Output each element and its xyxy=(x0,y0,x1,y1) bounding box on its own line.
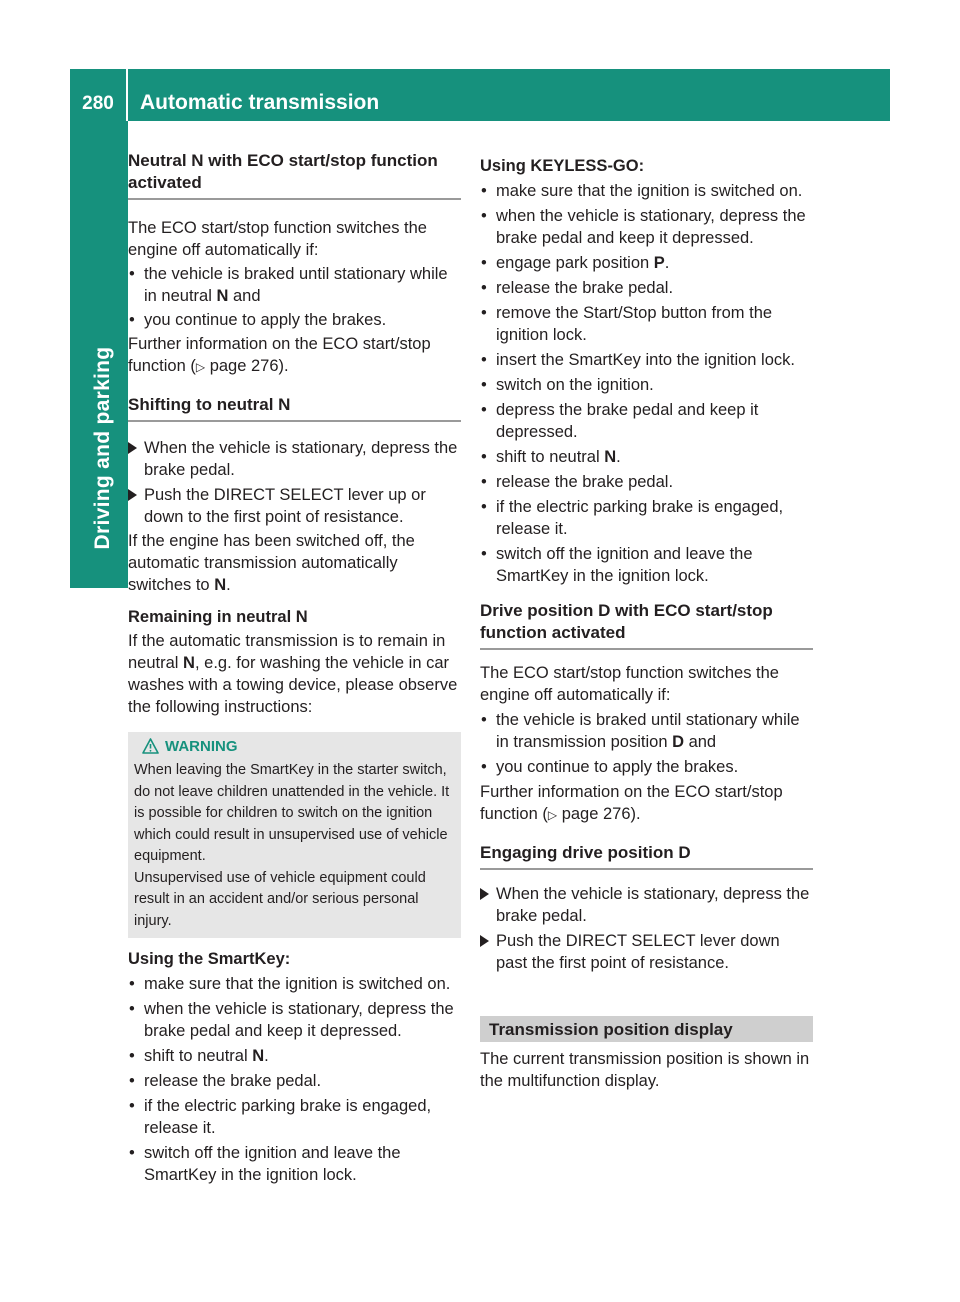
list-item-text: when the vehicle is stationary, depress the brake pedal and keep it depressed. xyxy=(144,1000,454,1040)
list-item-text: release the brake pedal. xyxy=(496,279,674,297)
bullet-icon: • xyxy=(481,351,487,369)
bullet-icon: • xyxy=(129,1144,135,1162)
position-letter: D xyxy=(672,733,684,751)
paragraph-text: If the automatic transmission is to remain in neutral xyxy=(128,632,446,672)
header-separator xyxy=(126,69,128,121)
list-item-text: switch on the ignition. xyxy=(496,376,654,394)
list-item-text: insert the SmartKey into the ignition lock. xyxy=(496,351,795,369)
paragraph-text: If the engine has been switched off, the automatic transmission automatically switches to xyxy=(128,532,415,594)
paragraph-text: Further information on the ECO start/stop function ( xyxy=(128,335,431,375)
page-reference-icon: ▷ xyxy=(547,808,558,822)
list-item xyxy=(128,1142,461,1186)
list-item-text: you continue to apply the brakes. xyxy=(496,758,739,776)
list-item xyxy=(128,1070,461,1092)
list-item xyxy=(480,709,813,753)
bullet-icon: • xyxy=(129,1097,135,1115)
list-item xyxy=(480,756,813,778)
step-arrow-icon xyxy=(480,935,489,947)
list-item xyxy=(128,1045,461,1067)
list-item xyxy=(480,446,813,468)
heading-engaging-drive: Engaging drive position D xyxy=(480,842,813,870)
instruction-step xyxy=(128,437,461,481)
list-item xyxy=(480,302,813,346)
heading-shifting-neutral: Shifting to neutral N xyxy=(128,394,461,422)
list-item xyxy=(480,180,813,202)
bullet-icon: • xyxy=(481,182,487,200)
instruction-step xyxy=(480,930,813,974)
bullet-icon: • xyxy=(129,1000,135,1018)
step-arrow-icon xyxy=(128,442,137,454)
heading-neutral-eco: Neutral N with ECO start/stop function activated xyxy=(128,150,461,200)
left-column xyxy=(128,150,461,1186)
paragraph-text: Further information on the ECO start/stop function ( xyxy=(480,783,783,823)
warning-text: When leaving the SmartKey in the starter switch, do not leave children unattended in the vehicle. It is possible for children to switch on the ignition which could result in unsupervised use of vehicle equipment. xyxy=(134,762,450,864)
bullet-icon: • xyxy=(481,448,487,466)
bullet-icon: • xyxy=(129,265,135,283)
list-item xyxy=(480,252,813,274)
bullet-icon: • xyxy=(129,1072,135,1090)
side-label xyxy=(83,310,123,586)
warning-title: WARNING xyxy=(165,738,238,755)
warning-box xyxy=(128,732,461,938)
list-item-text: switch off the ignition and leave the SmartKey in the ignition lock. xyxy=(144,1144,401,1184)
position-letter: N xyxy=(183,654,195,672)
warning-text: Unsupervised use of vehicle equipment could result in an accident and/or serious personal injury. xyxy=(134,869,426,929)
warning-header xyxy=(134,736,455,758)
page-number: 280 xyxy=(82,93,114,114)
position-letter: N xyxy=(214,576,227,594)
heading-remaining-neutral: Remaining in neutral N xyxy=(128,608,308,626)
paragraph-display: The current transmission position is shown in the multifunction display. xyxy=(480,1050,810,1090)
bullet-icon: • xyxy=(481,711,487,729)
instruction-step xyxy=(480,883,813,927)
bullet-icon: • xyxy=(129,311,135,329)
list-item xyxy=(128,1095,461,1139)
instruction-step xyxy=(128,484,461,528)
step-text: Push the DIRECT SELECT lever up or down to the first point of resistance. xyxy=(144,486,426,526)
list-item-text: and xyxy=(684,733,717,751)
list-item-text: the vehicle is braked until stationary while in neutral xyxy=(144,265,448,305)
list-item-text: engage park position xyxy=(496,254,654,272)
page-reference[interactable]: page 276). xyxy=(561,805,641,823)
warning-triangle-icon xyxy=(142,738,159,754)
list-item-text: shift to neutral xyxy=(496,448,605,466)
list-item-text: switch off the ignition and leave the SmartKey in the ignition lock. xyxy=(496,545,753,585)
bullet-icon: • xyxy=(481,254,487,272)
list-item-text: . xyxy=(664,254,670,272)
position-letter: N xyxy=(604,448,617,466)
side-label-text: Driving and parking xyxy=(91,346,114,550)
list-item-text: make sure that the ignition is switched on. xyxy=(496,182,803,200)
chapter-title: Automatic transmission xyxy=(140,91,380,114)
bullet-icon: • xyxy=(481,545,487,563)
step-text: When the vehicle is stationary, depress the brake pedal. xyxy=(496,885,810,925)
paragraph-further-info xyxy=(128,333,461,378)
page-reference[interactable]: page 276). xyxy=(209,357,289,375)
step-arrow-icon xyxy=(480,888,489,900)
list-item xyxy=(480,471,813,493)
section-heading-transmission-display: Transmission position display xyxy=(480,1016,813,1042)
paragraph-remaining xyxy=(128,630,461,718)
bullet-icon: • xyxy=(481,279,487,297)
list-item-text: release the brake pedal. xyxy=(144,1072,322,1090)
paragraph-text: . xyxy=(226,576,231,594)
paragraph-eco-intro: The ECO start/stop function switches the engine off automatically if: xyxy=(128,219,427,259)
list-item-text: if the electric parking brake is engaged, release it. xyxy=(144,1097,432,1137)
list-item xyxy=(480,277,813,299)
list-item-text: release the brake pedal. xyxy=(496,473,674,491)
list-item-text: if the electric parking brake is engaged, release it. xyxy=(496,498,784,538)
step-text: When the vehicle is stationary, depress the brake pedal. xyxy=(144,439,458,479)
paragraph-engine-off xyxy=(128,530,461,596)
list-item xyxy=(128,263,461,307)
position-letter: N xyxy=(216,287,229,305)
list-item xyxy=(480,496,813,540)
list-item-text: . xyxy=(616,448,621,466)
list-item-text: . xyxy=(264,1047,269,1065)
step-text: Push the DIRECT SELECT lever down past the first point of resistance. xyxy=(496,932,780,972)
paragraph-drive-further-info xyxy=(480,781,813,826)
bullet-icon: • xyxy=(481,304,487,322)
heading-using-smartkey: Using the SmartKey: xyxy=(128,950,291,968)
bullet-icon: • xyxy=(481,207,487,225)
bullet-icon: • xyxy=(129,975,135,993)
list-item xyxy=(480,543,813,587)
list-item-text: shift to neutral xyxy=(144,1047,253,1065)
list-item xyxy=(480,205,813,249)
list-item xyxy=(480,349,813,371)
list-item xyxy=(480,374,813,396)
bullet-icon: • xyxy=(481,758,487,776)
bullet-icon: • xyxy=(481,473,487,491)
list-item xyxy=(128,998,461,1042)
list-item-text: you continue to apply the brakes. xyxy=(144,311,387,329)
paragraph-text: , e.g. for washing the vehicle in car washes with a towing device, please observe the following instructions: xyxy=(128,654,458,716)
right-column xyxy=(480,155,813,1092)
list-item xyxy=(480,399,813,443)
list-item-text: when the vehicle is stationary, depress the brake pedal and keep it depressed. xyxy=(496,207,806,247)
bullet-icon: • xyxy=(481,376,487,394)
position-letter: P xyxy=(653,254,665,272)
paragraph-drive-intro: The ECO start/stop function switches the engine off automatically if: xyxy=(480,664,779,704)
list-item xyxy=(128,973,461,995)
bullet-icon: • xyxy=(481,401,487,419)
page-reference-icon: ▷ xyxy=(195,360,206,374)
heading-drive-eco: Drive position D with ECO start/stop function activated xyxy=(480,600,813,650)
heading-using-keyless-go: Using KEYLESS-GO: xyxy=(480,157,645,175)
list-item-text: the vehicle is braked until stationary while in transmission position xyxy=(496,711,800,751)
position-letter: N xyxy=(252,1047,265,1065)
list-item-text: make sure that the ignition is switched on. xyxy=(144,975,451,993)
list-item-text: depress the brake pedal and keep it depressed. xyxy=(496,401,759,441)
step-arrow-icon xyxy=(128,489,137,501)
list-item-text: and xyxy=(228,287,261,305)
bullet-icon: • xyxy=(129,1047,135,1065)
list-item-text: remove the Start/Stop button from the ignition lock. xyxy=(496,304,773,344)
bullet-icon: • xyxy=(481,498,487,516)
list-item xyxy=(128,309,461,331)
